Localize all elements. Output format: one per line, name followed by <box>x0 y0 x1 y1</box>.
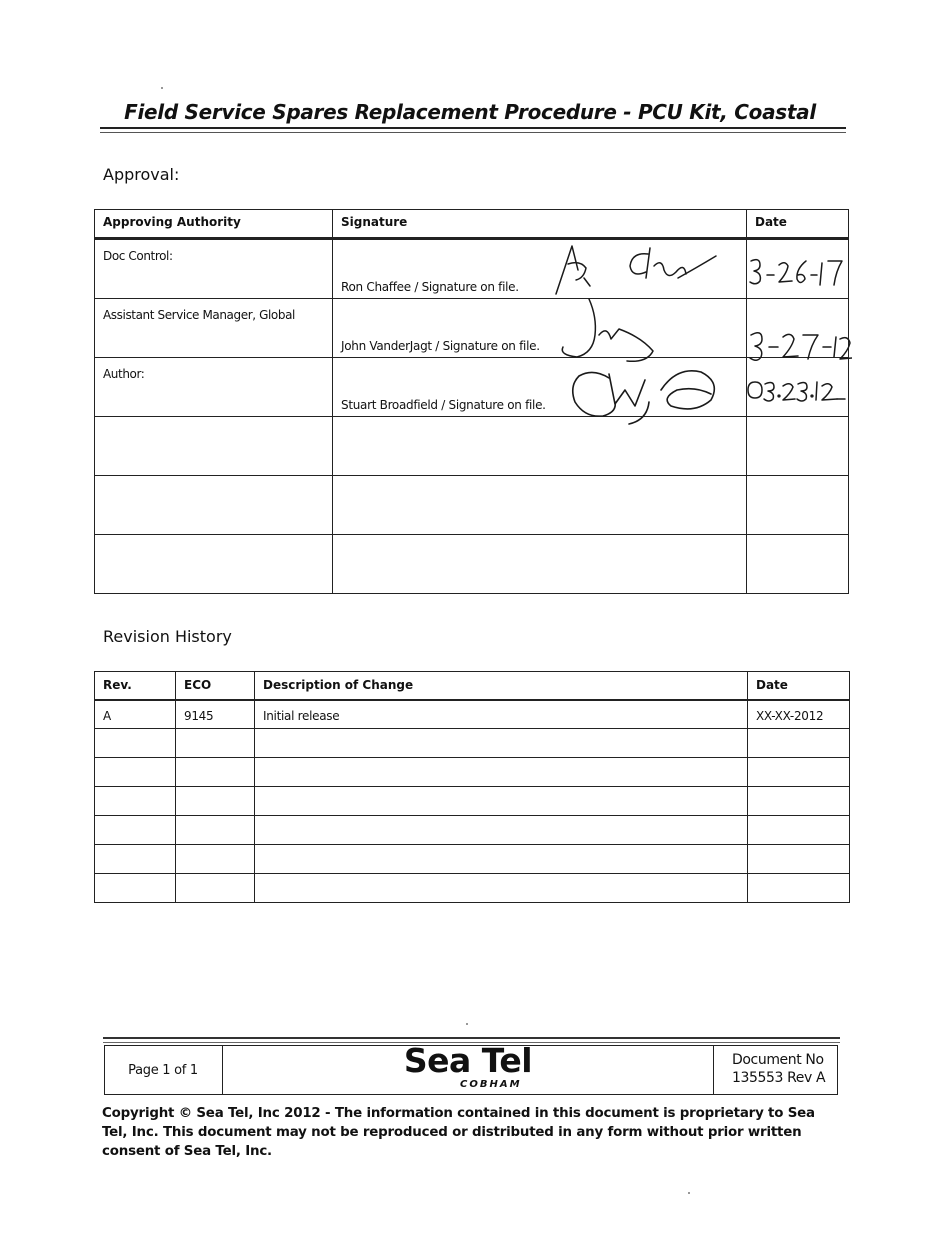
description-cell <box>255 729 748 758</box>
rev-cell: A <box>95 700 176 729</box>
title-rule <box>100 127 846 133</box>
table-row <box>95 758 850 787</box>
table-row <box>95 729 850 758</box>
eco-cell <box>176 874 255 903</box>
description-cell <box>255 816 748 845</box>
column-header-date: Date <box>748 672 850 700</box>
document-number-label: Document No <box>732 1052 824 1068</box>
date-cell: XX-XX-2012 <box>748 700 850 729</box>
authority-cell: Author: <box>95 358 333 417</box>
authority-cell <box>95 476 333 535</box>
rev-cell <box>95 816 176 845</box>
rev-cell <box>95 787 176 816</box>
eco-cell <box>176 787 255 816</box>
signature-cell <box>333 239 747 299</box>
authority-cell <box>95 535 333 594</box>
company-logo <box>223 1041 713 1090</box>
description-cell <box>255 787 748 816</box>
date-cell <box>748 874 850 903</box>
approval-row <box>95 476 849 535</box>
signature-cell <box>333 358 747 417</box>
table-row <box>95 874 850 903</box>
authority-cell <box>95 417 333 476</box>
description-cell: Initial release <box>255 700 748 729</box>
table-row <box>95 816 850 845</box>
document-title: Field Service Spares Replacement Procedure - PCU Kit, Coastal <box>124 100 816 124</box>
approval-row <box>95 239 849 299</box>
column-header-eco: ECO <box>176 672 255 700</box>
date-cell <box>747 299 849 358</box>
scan-speck <box>466 1023 468 1025</box>
date-cell <box>747 239 849 299</box>
scan-speck <box>161 87 163 89</box>
copyright-notice: Copyright © Sea Tel, Inc 2012 - The information contained in this document is proprietary to Sea Tel, Inc. This document may not be reproduced or distributed in any form without prior written consent of Sea Tel, Inc. <box>102 1106 815 1159</box>
authority-cell: Doc Control: <box>95 239 333 299</box>
date-cell <box>748 758 850 787</box>
document-number-block <box>713 1045 838 1095</box>
column-header-signature: Signature <box>333 210 747 239</box>
revision-history-heading: Revision History <box>103 627 232 646</box>
approval-row <box>95 299 849 358</box>
description-cell <box>255 874 748 903</box>
signature-text: Ron Chaffee / Signature on file. <box>341 280 519 294</box>
revision-header-row <box>95 672 850 700</box>
signature-cell <box>333 299 747 358</box>
revision-history-table <box>94 671 850 903</box>
column-header-description: Description of Change <box>255 672 748 700</box>
eco-cell <box>176 729 255 758</box>
signature-cell <box>333 417 747 476</box>
logo-wordmark: Sea Tel <box>403 1041 533 1080</box>
rev-cell <box>95 729 176 758</box>
authority-cell: Assistant Service Manager, Global <box>95 299 333 358</box>
column-header-authority: Approving Authority <box>95 210 333 239</box>
description-cell <box>255 758 748 787</box>
eco-cell <box>176 845 255 874</box>
eco-cell <box>176 758 255 787</box>
document-number: 135553 Rev A <box>732 1070 826 1086</box>
signature-cell <box>333 535 747 594</box>
date-cell <box>748 845 850 874</box>
date-cell <box>748 729 850 758</box>
approval-row <box>95 535 849 594</box>
rev-cell <box>95 758 176 787</box>
table-row <box>95 700 850 729</box>
date-cell <box>747 358 849 417</box>
date-cell <box>747 535 849 594</box>
approval-header-row <box>95 210 849 239</box>
approval-heading: Approval: <box>103 165 180 184</box>
table-row <box>95 787 850 816</box>
column-header-rev: Rev. <box>95 672 176 700</box>
approval-row <box>95 358 849 417</box>
rev-cell <box>95 874 176 903</box>
date-cell <box>748 787 850 816</box>
eco-cell: 9145 <box>176 700 255 729</box>
column-header-date: Date <box>747 210 849 239</box>
signature-text: Stuart Broadfield / Signature on file. <box>341 398 546 412</box>
eco-cell <box>176 816 255 845</box>
logo-subbrand: COBHAM <box>460 1079 522 1090</box>
table-row <box>95 845 850 874</box>
approval-table <box>94 209 849 594</box>
date-cell <box>748 816 850 845</box>
rev-cell <box>95 845 176 874</box>
signature-cell <box>333 476 747 535</box>
date-cell <box>747 476 849 535</box>
date-cell <box>747 417 849 476</box>
description-cell <box>255 845 748 874</box>
signature-text: John VanderJagt / Signature on file. <box>341 339 540 353</box>
approval-row <box>95 417 849 476</box>
scan-speck <box>688 1192 690 1194</box>
page-number: Page 1 of 1 <box>104 1045 223 1095</box>
